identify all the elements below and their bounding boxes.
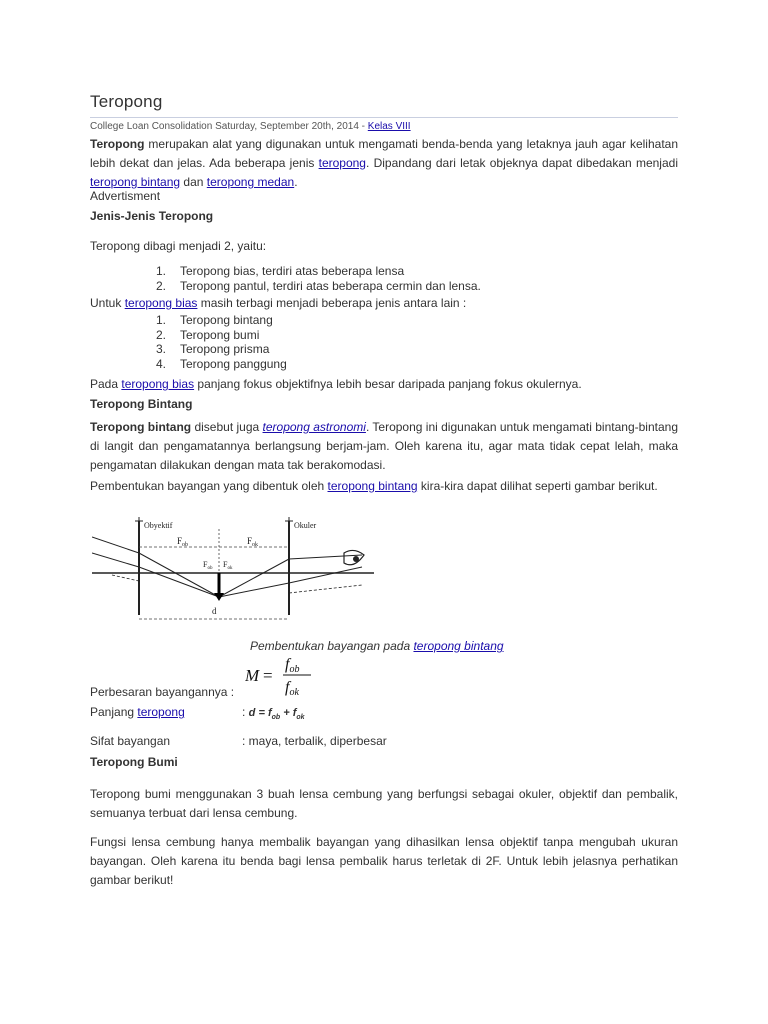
- bias-text: Untuk: [90, 296, 125, 310]
- panjang-f1-sub: ob: [271, 714, 281, 722]
- list-item: [156, 357, 287, 372]
- fokus-paragraph: [90, 375, 678, 394]
- label-d: d: [212, 606, 217, 616]
- label-okuler: Okuler: [294, 521, 317, 530]
- sifat-value: : maya, terbalik, diperbesar: [242, 734, 387, 748]
- heading-bintang: Teropong Bintang: [90, 397, 193, 411]
- pembentukan-text: kira-kira dapat dilihat seperti gambar berikut.: [417, 479, 658, 493]
- bintang-text: . Teropong ini digunakan untuk mengamati bintang-bintang di langit dan pengamatannya berlangsung berjam-jam. Oleh karena itu, agar mata tidak cepat lelah, maka pengamatan dilakukan dengan mata tak berakomodasi.: [90, 420, 678, 472]
- link-teropong-panjang[interactable]: teropong: [137, 705, 185, 719]
- link-teropong[interactable]: teropong: [318, 156, 366, 170]
- label-fob-focal-sub: ob: [207, 566, 213, 571]
- label-fob: F: [177, 536, 183, 546]
- list-text: Teropong panggung: [180, 356, 287, 371]
- ray-diagram: [92, 515, 382, 633]
- link-teropong-medan[interactable]: teropong medan: [206, 175, 295, 189]
- pembentukan-text: Pembentukan bayangan yang dibentuk oleh: [90, 479, 328, 493]
- bias-list: [156, 313, 287, 371]
- heading-jenis: Jenis-Jenis Teropong: [90, 209, 214, 223]
- link-teropong-bias[interactable]: teropong bias: [121, 377, 195, 391]
- formula-num: f: [285, 656, 290, 673]
- bumi-paragraph-1: Teropong bumi menggunakan 3 buah lensa cembung yang berfungsi sebagai okuler, objektif dan pembalik, semuanya terbuat dari lensa cembung.: [90, 787, 678, 820]
- list-number: 2.: [156, 278, 167, 293]
- page-title: Teropong: [90, 92, 163, 111]
- intro-text: dan: [180, 175, 207, 189]
- perbesaran-label: Perbesaran bayangannya :: [90, 685, 235, 699]
- label-fok-sub: ok: [252, 542, 259, 548]
- svg-text:Fob: [203, 560, 213, 571]
- panjang-f1: f: [267, 707, 272, 719]
- formula-den-sub: ok: [289, 687, 299, 698]
- list-text: Teropong pantul, terdiri atas beberapa cermin dan lensa.: [180, 278, 481, 293]
- panjang-plus: +: [280, 707, 293, 719]
- sifat-label: Sifat bayangan: [90, 734, 171, 748]
- link-teropong-bias[interactable]: teropong bias: [124, 296, 198, 310]
- label-fok-focal: F: [223, 560, 228, 569]
- list-item: [156, 342, 287, 357]
- list-item: [156, 328, 287, 343]
- bias-text: masih terbagi menjadi beberapa jenis antara lain :: [197, 296, 467, 310]
- bumi-paragraph-2: Fungsi lensa cembung hanya membalik bayangan yang dihasilkan lensa objektif tanpa mengubah ukuran bayangan. Oleh karena itu benda bagi lensa pembalik harus terletak di 2F. Untuk lebih jelasnya perhatikan gambar berikut!: [90, 835, 678, 887]
- bias-paragraph: [90, 296, 678, 311]
- list-number: 2.: [156, 327, 167, 342]
- intro-paragraph: [90, 135, 678, 192]
- bintang-paragraph: [90, 418, 678, 475]
- formula-num-sub: ob: [289, 664, 300, 675]
- fokus-text: Pada: [90, 377, 122, 391]
- svg-text:fob: [285, 656, 299, 675]
- list-number: 3.: [156, 342, 167, 356]
- svg-text:Fok: [223, 560, 233, 571]
- list-item: [156, 279, 481, 294]
- svg-text:Fob: [177, 536, 188, 548]
- panjang-f2-sub: ok: [296, 714, 305, 722]
- list-item: [156, 264, 481, 279]
- post-meta-text: College Loan Consolidation Saturday, September 20th, 2014 -: [90, 121, 368, 132]
- list-number: 1.: [156, 313, 167, 327]
- intro-text: . Dipandang dari letak objeknya dapat dibedakan menjadi: [365, 156, 678, 170]
- advertisment-label: Advertisment: [90, 189, 161, 203]
- label-objektif: Obyektif: [144, 521, 173, 530]
- label-fob-focal: F: [203, 560, 208, 569]
- link-teropong-astronomi[interactable]: teropong astronomi: [262, 420, 366, 434]
- pembentukan-paragraph: [90, 477, 678, 496]
- list-item: [156, 313, 287, 328]
- panjang-d: d: [248, 707, 256, 719]
- svg-text:Fok: [247, 536, 258, 548]
- title-divider: [90, 117, 678, 118]
- intro-bold-term: Teropong: [90, 137, 145, 151]
- heading-bumi: Teropong Bumi: [90, 755, 178, 769]
- svg-text:fok: [285, 679, 299, 698]
- panjang-row: [90, 705, 305, 722]
- bintang-text: disebut juga: [191, 420, 263, 434]
- link-teropong-bintang[interactable]: teropong bintang: [90, 175, 181, 189]
- caption-text: Pembentukan bayangan pada: [250, 639, 414, 653]
- list-text: Teropong bumi: [180, 327, 260, 342]
- figure-caption: [250, 639, 504, 653]
- panjang-f2: f: [292, 707, 297, 719]
- formula-eq: =: [263, 666, 273, 685]
- intro-text: merupakan alat yang digunakan untuk mengamati benda-benda yang letaknya jauh agar kelihatan lebih dekat dan jelas. Ada beberapa jenis: [90, 137, 678, 170]
- magnification-formula: [245, 652, 315, 698]
- panjang-label: Panjang: [90, 705, 138, 719]
- fokus-text: panjang fokus objektifnya lebih besar daripada panjang fokus okulernya.: [194, 377, 582, 391]
- formula-den: f: [285, 679, 290, 696]
- link-teropong-bintang[interactable]: teropong bintang: [327, 479, 418, 493]
- sifat-row: [90, 734, 387, 748]
- panjang-colon: :: [242, 705, 249, 719]
- jenis-intro: Teropong dibagi menjadi 2, yaitu:: [90, 239, 267, 253]
- list-text: Teropong bintang: [180, 313, 273, 327]
- category-link[interactable]: Kelas VIII: [367, 121, 411, 132]
- formula-m: M: [245, 666, 260, 685]
- list-text: Teropong bias, terdiri atas beberapa lensa: [180, 264, 405, 278]
- list-number: 1.: [156, 264, 167, 278]
- post-meta: [90, 121, 411, 132]
- panjang-value: [242, 705, 305, 721]
- intro-text: .: [294, 175, 298, 189]
- label-fob-sub: ob: [182, 542, 189, 548]
- label-fok: F: [247, 536, 253, 546]
- label-fok-focal-sub: ok: [227, 566, 233, 571]
- jenis-list: [156, 264, 481, 293]
- bintang-bold-term: Teropong bintang: [90, 420, 192, 434]
- list-text: Teropong prisma: [180, 342, 270, 356]
- link-teropong-bintang-caption[interactable]: teropong bintang: [413, 639, 504, 653]
- panjang-eq: =: [255, 707, 268, 719]
- list-number: 4.: [156, 356, 167, 371]
